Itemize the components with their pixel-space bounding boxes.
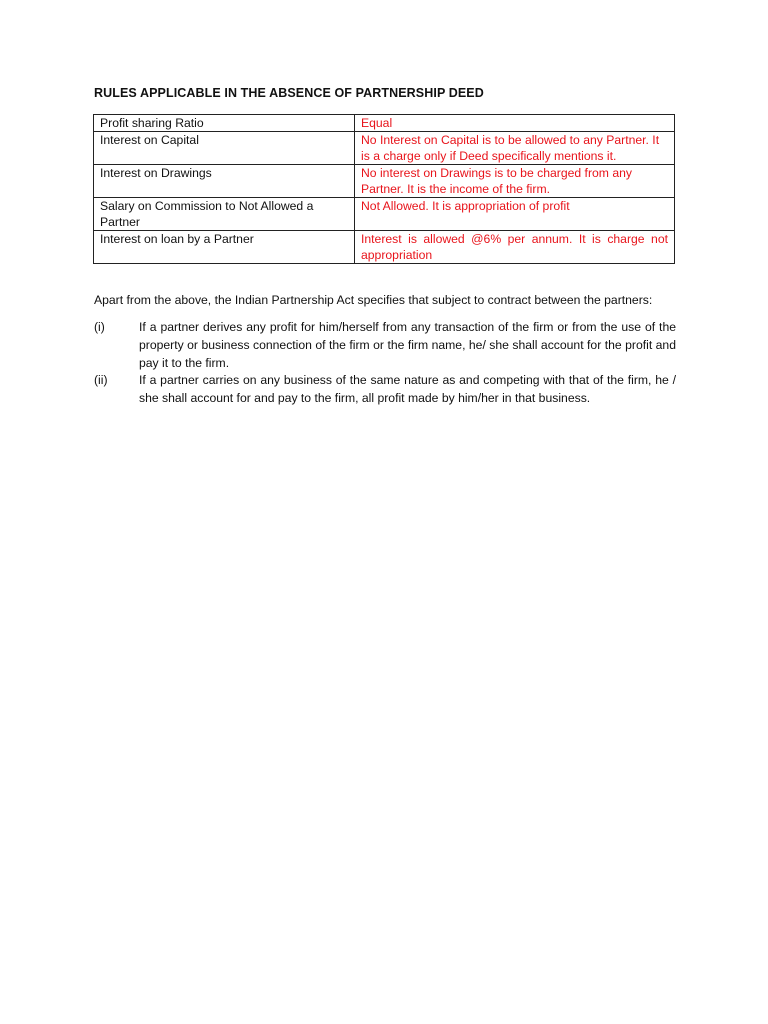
clause-text: If a partner derives any profit for him/herself from any transaction of the firm or from the use of the property or business connection of the firm or the firm name, he/ she shall account for the profit and pay it to the firm. <box>139 320 676 370</box>
clause-number: (i) <box>94 320 105 334</box>
rule-cell: Salary on Commission to Not Allowed a Partner <box>94 198 355 231</box>
document-title: RULES APPLICABLE IN THE ABSENCE OF PARTNERSHIP DEED <box>94 86 484 100</box>
clause-item <box>94 318 676 372</box>
table-row <box>94 231 675 264</box>
value-cell: Equal <box>355 115 675 132</box>
rule-cell: Interest on Capital <box>94 132 355 165</box>
value-cell: No Interest on Capital is to be allowed to any Partner. It is a charge only if Deed specifically mentions it. <box>355 132 675 165</box>
rules-table <box>93 114 675 264</box>
table-row <box>94 198 675 231</box>
clause-text: If a partner carries on any business of the same nature as and competing with that of the firm, he / she shall account for and pay to the firm, all profit made by him/her in that business. <box>139 373 676 405</box>
table-row <box>94 132 675 165</box>
clause-item <box>94 371 676 407</box>
value-cell: Interest is allowed @6% per annum. It is charge not appropriation <box>355 231 675 264</box>
rule-cell: Interest on Drawings <box>94 165 355 198</box>
value-cell: Not Allowed. It is appropriation of profit <box>355 198 675 231</box>
table-row <box>94 165 675 198</box>
value-cell: No interest on Drawings is to be charged from any Partner. It is the income of the firm. <box>355 165 675 198</box>
rule-cell: Profit sharing Ratio <box>94 115 355 132</box>
rule-cell: Interest on loan by a Partner <box>94 231 355 264</box>
clause-number: (ii) <box>94 373 108 387</box>
intro-paragraph: Apart from the above, the Indian Partnership Act specifies that subject to contract between the partners: <box>94 293 653 307</box>
table-row <box>94 115 675 132</box>
